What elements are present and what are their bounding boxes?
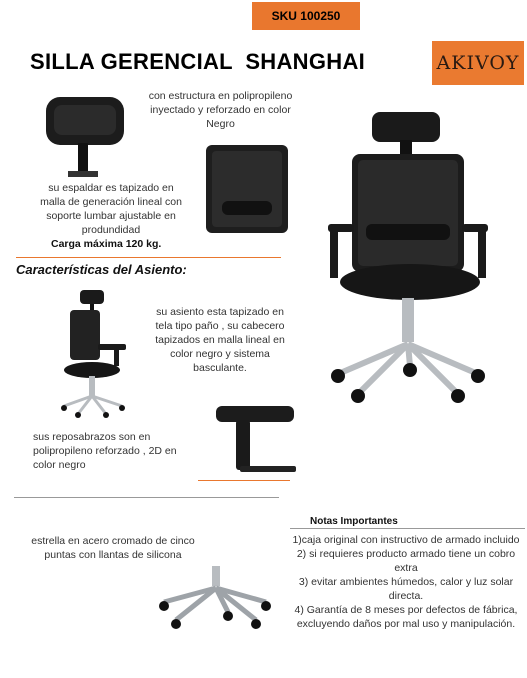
seat-section-heading: Características del Asiento: (16, 262, 187, 277)
page-title: SILLA GERENCIAL SHANGHAI (30, 49, 366, 74)
backrest-image (200, 143, 294, 235)
divider-notes (290, 528, 525, 529)
note-item: 4) Garantía de 8 meses por defectos de fábrica, excluyendo daños por mal uso y manipulación. (294, 604, 518, 630)
chair-side-image (58, 290, 130, 418)
max-load: Carga máxima 120 kg. (51, 238, 162, 250)
divider-top (16, 257, 281, 258)
notes-heading: Notas Importantes (310, 516, 398, 527)
sku-badge: SKU 100250 (252, 2, 360, 30)
notes-list (290, 533, 522, 631)
brand-logo: AKIVOY (432, 41, 524, 85)
headrest-image (38, 93, 130, 181)
backrest-text: su espaldar es tapizado en malla de generación lineal con soporte lumbar ajustable en produndidad (40, 182, 182, 236)
base-text: estrella en acero cromado de cinco puntas con llantas de silicona (31, 535, 195, 561)
note-item: 3) evitar ambientes húmedos, calor y luz solar directa. (298, 576, 514, 602)
seat-text: su asiento esta tapizado en tela tipo paño , su cabecero tapizados en malla lineal en color negro y sistema basculante. (155, 306, 285, 374)
base-image (158, 566, 272, 630)
chair-main-image (318, 112, 498, 410)
headrest-text: con estructura en polipropileno inyectado y reforzado en color Negro (148, 90, 293, 130)
note-item: 2) si requieres producto armado tiene un cobro extra (296, 548, 516, 574)
note-item: 1)caja original con instructivo de armado incluido (292, 534, 520, 546)
divider-armrest (198, 480, 290, 481)
divider-middle (14, 497, 279, 498)
armrest-image (210, 400, 300, 476)
armrest-text: sus reposabrazos son en polipropileno reforzado , 2D en color negro (33, 431, 177, 471)
